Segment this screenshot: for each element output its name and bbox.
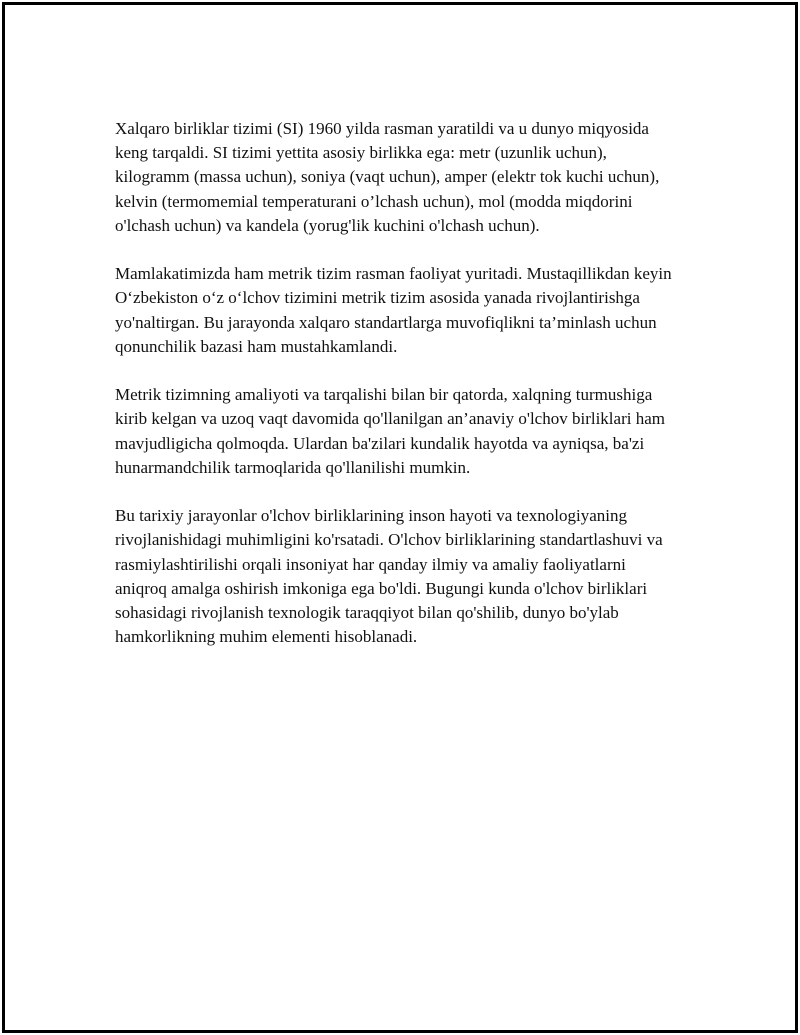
paragraph-traditional-units: Metrik tizimning amaliyoti va tarqalishi bilan bir qatorda, xalqning turmushiga kirib kelgan va uzoq vaqt davomida qo'llanilgan an’anaviy o'lchov birliklari ham mavjudligicha qolmoqda. Ulardan ba'zilari kundalik hayotda va ayniqsa, ba'zi hunarmandchilik tarmoqlarida qo'llanilishi mumkin. [115,385,665,477]
paragraph-historical-importance: Bu tarixiy jarayonlar o'lchov birliklarining inson hayoti va texnologiyaning rivojlanishidagi muhimligini ko'rsatadi. O'lchov birliklarining standartlashuvi va rasmiylashtirilishi orqali insoniyat har qanday ilmiy va amaliy faoliyatlarni aniqroq amalga oshirish imkoniga ega bo'ldi. Bugungi kunda o'lchov birliklari sohasidagi rivojlanish texnologik taraqqiyot bilan qo'shilib, dunyo bo'ylab hamkorlikning muhim elementi hisoblanadi. [115,506,663,647]
paragraph-metric-uzbekistan: Mamlakatimizda ham metrik tizim rasman faoliyat yuritadi. Mustaqillikdan keyin O‘zbekiston o‘z o‘lchov tizimini metrik tizim asosida yanada rivojlantirishga yo'naltirgan. Bu jarayonda xalqaro standartlarga muvofiqlikni ta’minlash uchun qonunchilik bazasi ham mustahkamlandi. [115,264,672,356]
document-body [115,117,680,674]
paragraph-si-system: Xalqaro birliklar tizimi (SI) 1960 yilda rasman yaratildi va u dunyo miqyosida keng tarqaldi. SI tizimi yettita asosiy birlikka ega: metr (uzunlik uchun), kilogramm (massa uchun), soniya (vaqt uchun), amper (elektr tok kuchi uchun), kelvin (termomemial temperaturani o’lchash uchun), mol (modda miqdorini o'lchash uchun) va kandela (yorug'lik kuchini o'lchash uchun). [115,119,660,235]
